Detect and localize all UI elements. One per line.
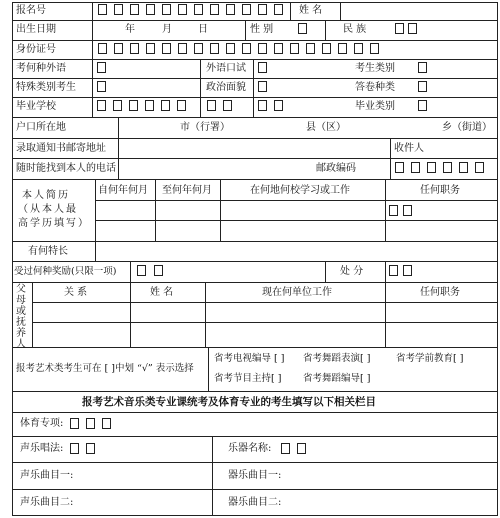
punishment-label: 处 分 bbox=[340, 266, 364, 277]
instrument-name-label: 乐器名称: bbox=[228, 443, 272, 454]
hukou-label: 户口所在地 bbox=[16, 122, 66, 133]
reg-number-label: 报名号 bbox=[16, 5, 46, 16]
art-option-tv-directing[interactable]: 省考电视编导 [ ] bbox=[214, 353, 285, 364]
ethnicity-label: 民 族 bbox=[343, 24, 367, 35]
gender-label: 性 别 bbox=[250, 24, 274, 35]
art-option-dance-choreography[interactable]: 省考舞蹈编导[ ] bbox=[303, 373, 371, 384]
gender-box[interactable] bbox=[298, 23, 307, 34]
vocal-song-1-label: 声乐曲目一: bbox=[20, 470, 74, 481]
id-card-label: 身份证号 bbox=[16, 44, 56, 55]
county-label: 县（区） bbox=[306, 122, 346, 133]
phone-label: 随时能找到本人的电话 bbox=[16, 163, 116, 174]
candidate-category-box[interactable] bbox=[418, 62, 427, 73]
oral-exam-box[interactable] bbox=[258, 62, 267, 73]
family-side-label: 父 母 或 抚 养 人 bbox=[16, 284, 26, 350]
day-label: 日 bbox=[198, 24, 208, 35]
candidate-category-label: 考生类别 bbox=[355, 63, 395, 74]
resume-col-to: 至何年何月 bbox=[162, 185, 212, 196]
resume-col-from: 自何年何月 bbox=[98, 185, 148, 196]
family-col-relation: 关 系 bbox=[64, 287, 88, 298]
paper-type-box[interactable] bbox=[418, 81, 427, 92]
resume-title-line2: （从本人最 bbox=[18, 204, 78, 215]
name-label: 姓 名 bbox=[299, 5, 323, 16]
art-option-hosting[interactable]: 省考节目主持[ ] bbox=[214, 373, 282, 384]
foreign-language-box[interactable] bbox=[97, 62, 106, 73]
family-col-position: 任何职务 bbox=[420, 287, 460, 298]
sports-specialty-label: 体育专项: bbox=[20, 418, 64, 429]
section-title: 报考艺术音乐类专业课统考及体育专业的考生填写以下相关栏目 bbox=[82, 396, 376, 408]
year-label: 年 bbox=[125, 24, 135, 35]
special-category-box[interactable] bbox=[97, 81, 106, 92]
foreign-language-label: 考何种外语 bbox=[16, 63, 66, 74]
oral-exam-label: 外语口试 bbox=[206, 63, 246, 74]
graduate-category-label: 毕业类别 bbox=[355, 101, 395, 112]
special-category-label: 特殊类别考生 bbox=[16, 82, 76, 93]
birth-date-label: 出生日期 bbox=[16, 24, 56, 35]
month-label: 月 bbox=[162, 24, 172, 35]
zip-code-label: 邮政编码 bbox=[316, 163, 356, 174]
paper-type-label: 答卷种类 bbox=[355, 82, 395, 93]
recipient-label: 收件人 bbox=[394, 143, 424, 154]
art-choice-label: 报考艺术类考生可在 [ ]中划 “√” 表示选择 bbox=[16, 363, 194, 374]
instrument-song-1-label: 器乐曲目一: bbox=[228, 470, 282, 481]
town-label: 乡（街道） bbox=[442, 122, 492, 133]
vocal-song-2-label: 声乐曲目二: bbox=[20, 497, 74, 508]
family-col-workplace: 现在何单位工作 bbox=[262, 287, 332, 298]
vocal-style-label: 声乐唱法: bbox=[20, 443, 64, 454]
resume-col-position: 任何职务 bbox=[420, 185, 460, 196]
political-status-label: 政治面貌 bbox=[206, 82, 246, 93]
city-label: 市（行署） bbox=[180, 122, 230, 133]
resume-col-place: 在何地何校学习或工作 bbox=[250, 185, 350, 196]
award-label: 受过何种奖励(只限一项) bbox=[14, 266, 117, 277]
instrument-song-2-label: 器乐曲目二: bbox=[228, 497, 282, 508]
skills-label: 有何特长 bbox=[28, 246, 68, 257]
political-status-box[interactable] bbox=[258, 81, 267, 92]
graduate-category-box[interactable] bbox=[418, 100, 427, 111]
resume-title-line1: 本人简历 bbox=[22, 190, 70, 201]
mailing-address-label: 录取通知书邮寄地址 bbox=[16, 143, 106, 154]
art-option-dance-performance[interactable]: 省考舞蹈表演[ ] bbox=[303, 353, 371, 364]
graduate-school-label: 毕业学校 bbox=[16, 101, 56, 112]
family-col-name: 姓 名 bbox=[150, 287, 174, 298]
resume-title-line3: 高学历填写） bbox=[18, 218, 90, 229]
art-option-preschool-education[interactable]: 省考学前教育[ ] bbox=[396, 353, 464, 364]
